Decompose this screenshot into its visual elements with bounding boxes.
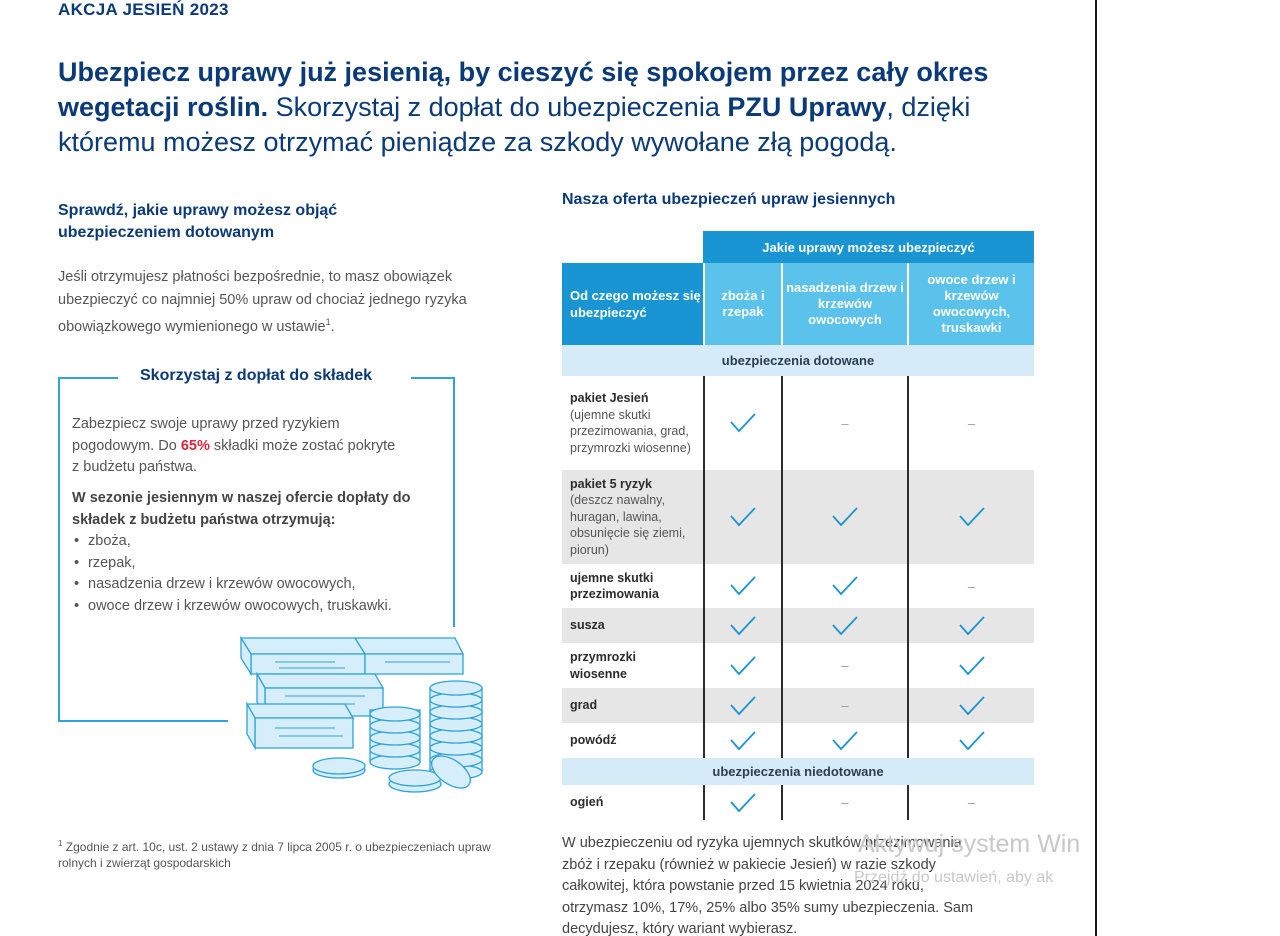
list-item: • owoce drzew i krzewów owocowych, truskawki. — [72, 596, 422, 618]
dash-cell — [781, 376, 907, 470]
check-icon — [730, 576, 756, 596]
col-header-risk: Od czego możesz się ubezpieczyć — [562, 263, 703, 345]
check-icon — [959, 656, 985, 676]
check-icon — [832, 616, 858, 636]
table-title: Nasza oferta ubezpieczeń upraw jesiennych — [562, 191, 896, 208]
check-icon-cell — [703, 785, 781, 820]
check-icon — [832, 507, 858, 527]
check-icon-cell — [781, 723, 907, 758]
section-unsubsidized: ubezpieczenia niedotowane — [562, 758, 1034, 785]
left-heading: Sprawdź, jakie uprawy możesz objąć ubezpieczeniem dotowanym — [58, 202, 338, 241]
check-icon-cell — [703, 723, 781, 758]
check-icon — [730, 616, 756, 636]
promo-title: Skorzystaj z dopłat do składek — [140, 367, 373, 384]
check-icon-cell — [703, 376, 781, 470]
row-name: grad — [570, 698, 598, 713]
headline-text-2: , dzięki któremu możesz otrzymać pieniądze za szkody wywołane złą pogodą. — [58, 92, 971, 157]
left-intro-end: . — [330, 318, 335, 335]
table-row — [562, 376, 1034, 470]
check-icon — [730, 696, 756, 716]
activation-watermark-subtitle: Przejdź do ustawień, aby ak — [854, 869, 1054, 886]
check-icon-cell — [907, 608, 1034, 643]
list-item: • zboża, — [72, 531, 422, 553]
row-name: ogień — [570, 795, 604, 810]
dash-cell — [781, 643, 907, 688]
left-intro-text: Jeśli otrzymujesz płatności bezpośrednie, to masz obowiązek ubezpieczyć co najmniej 50% upraw od chociaż jednego ryzyka obowiązkowego wymienionego w ustawie — [58, 269, 467, 335]
dash-cell — [781, 688, 907, 723]
money-illustration — [235, 632, 495, 802]
check-icon-cell — [703, 470, 781, 564]
col-header-cereals: zboża i rzepak — [703, 263, 781, 345]
dash-cell — [907, 376, 1034, 470]
row-desc: (ujemne skutki przezimowania, grad, przymrozki wiosenne) — [570, 407, 691, 455]
check-icon — [959, 731, 985, 751]
check-icon-cell — [907, 643, 1034, 688]
dash-mark: – — [967, 578, 976, 594]
check-icon — [730, 731, 756, 751]
check-icon-cell — [907, 723, 1034, 758]
check-icon — [730, 413, 756, 433]
left-intro — [58, 266, 518, 338]
footnote-ref: 1 — [325, 317, 331, 327]
row-name: powódź — [570, 733, 617, 748]
footnote-number: 1 — [58, 839, 63, 848]
table-row — [562, 470, 1034, 564]
check-icon-cell — [781, 608, 907, 643]
table-row — [562, 723, 1034, 758]
table-group-header: Jakie uprawy możesz ubezpieczyć — [703, 231, 1034, 263]
check-icon-cell — [907, 688, 1034, 723]
promo-p1-text: Zabezpiecz swoje uprawy przed ryzykiem pogodowym. Do — [72, 416, 340, 454]
dash-cell — [781, 785, 907, 820]
check-icon-cell — [703, 688, 781, 723]
check-icon-cell — [703, 564, 781, 608]
row-name: pakiet Jesień — [570, 391, 649, 405]
dash-mark: – — [841, 658, 849, 673]
footnote-text: Zgodnie z art. 10c, ust. 2 ustawy z dnia 7 lipca 2005 r. o ubezpieczeniach upraw rolnych i zwierząt gospodarskich — [58, 840, 491, 870]
table-row — [562, 688, 1034, 723]
check-icon — [832, 576, 858, 596]
check-icon — [730, 507, 756, 527]
row-name: susza — [570, 618, 605, 633]
check-icon-cell — [703, 608, 781, 643]
dash-mark: – — [967, 415, 976, 431]
check-icon — [730, 656, 756, 676]
table-row — [562, 785, 1034, 820]
row-desc: (deszcz nawalny, huragan, lawina, obsunięcie się ziemi, piorun) — [570, 493, 686, 557]
table-row — [562, 643, 1034, 688]
dash-cell — [907, 785, 1034, 820]
table-row — [562, 608, 1034, 643]
check-icon-cell — [781, 564, 907, 608]
dash-mark: – — [841, 698, 849, 713]
row-name: ujemne skutki przezimowania — [570, 570, 659, 601]
promo-list — [72, 531, 422, 617]
check-icon — [959, 616, 985, 636]
activation-watermark-title: Aktywuj system Win — [858, 830, 1081, 858]
list-item: • rzepak, — [72, 553, 422, 575]
page-border — [1095, 0, 1097, 936]
check-icon — [959, 507, 985, 527]
check-icon — [959, 696, 985, 716]
table-header-row — [562, 263, 1034, 345]
check-icon — [730, 793, 756, 813]
row-name: przymrozki wiosenne — [570, 650, 636, 681]
check-icon — [832, 731, 858, 751]
check-icon-cell — [703, 643, 781, 688]
row-name: pakiet 5 ryzyk — [570, 476, 652, 491]
dash-mark: – — [967, 795, 976, 810]
col-header-fruits: owoce drzew i krzewów owocowych, truskawki — [907, 263, 1034, 345]
section-subsidized: ubezpieczenia dotowane — [562, 345, 1034, 376]
kicker: AKCJA JESIEŃ 2023 — [58, 0, 229, 19]
footnote — [58, 836, 498, 871]
list-item: • nasadzenia drzew i krzewów owocowych, — [72, 574, 422, 596]
check-icon-cell — [781, 470, 907, 564]
promo-p1-text-end: składki może zostać pokryte z budżetu państwa. — [72, 437, 396, 475]
promo-paragraph — [72, 414, 402, 479]
dash-cell — [907, 564, 1034, 608]
headline-bold: Ubezpiecz uprawy już jesienią, by cieszyć się spokojem przez cały okres wegetacji roślin. — [58, 57, 989, 122]
headline — [58, 55, 1058, 160]
headline-text-1: Skorzystaj z dopłat do ubezpieczenia — [268, 92, 728, 122]
dash-mark: – — [841, 415, 849, 431]
promo-subheading: W sezonie jesiennym w naszej ofercie dopłaty do składek z budżetu państwa otrzymują: — [72, 490, 411, 528]
check-icon-cell — [907, 470, 1034, 564]
col-header-orchards: nasadzenia drzew i krzewów owocowych — [781, 263, 907, 345]
dash-mark: – — [841, 795, 849, 810]
table-row — [562, 564, 1034, 608]
headline-brand: PZU Uprawy — [727, 92, 887, 122]
promo-percent: 65% — [180, 437, 210, 454]
bottom-paragraph: W ubezpieczeniu od ryzyka ujemnych skutków przezimowania zbóż i rzepaku (również w pakiecie Jesień) w razie szkody całkowitej, która powstanie przed 15 kwietnia 2024 roku, otrzymasz 10%, 17%, 25% albo 35% sumy ubezpieczenia. Sam decydujesz, który wariant wybierasz. — [562, 835, 974, 936]
